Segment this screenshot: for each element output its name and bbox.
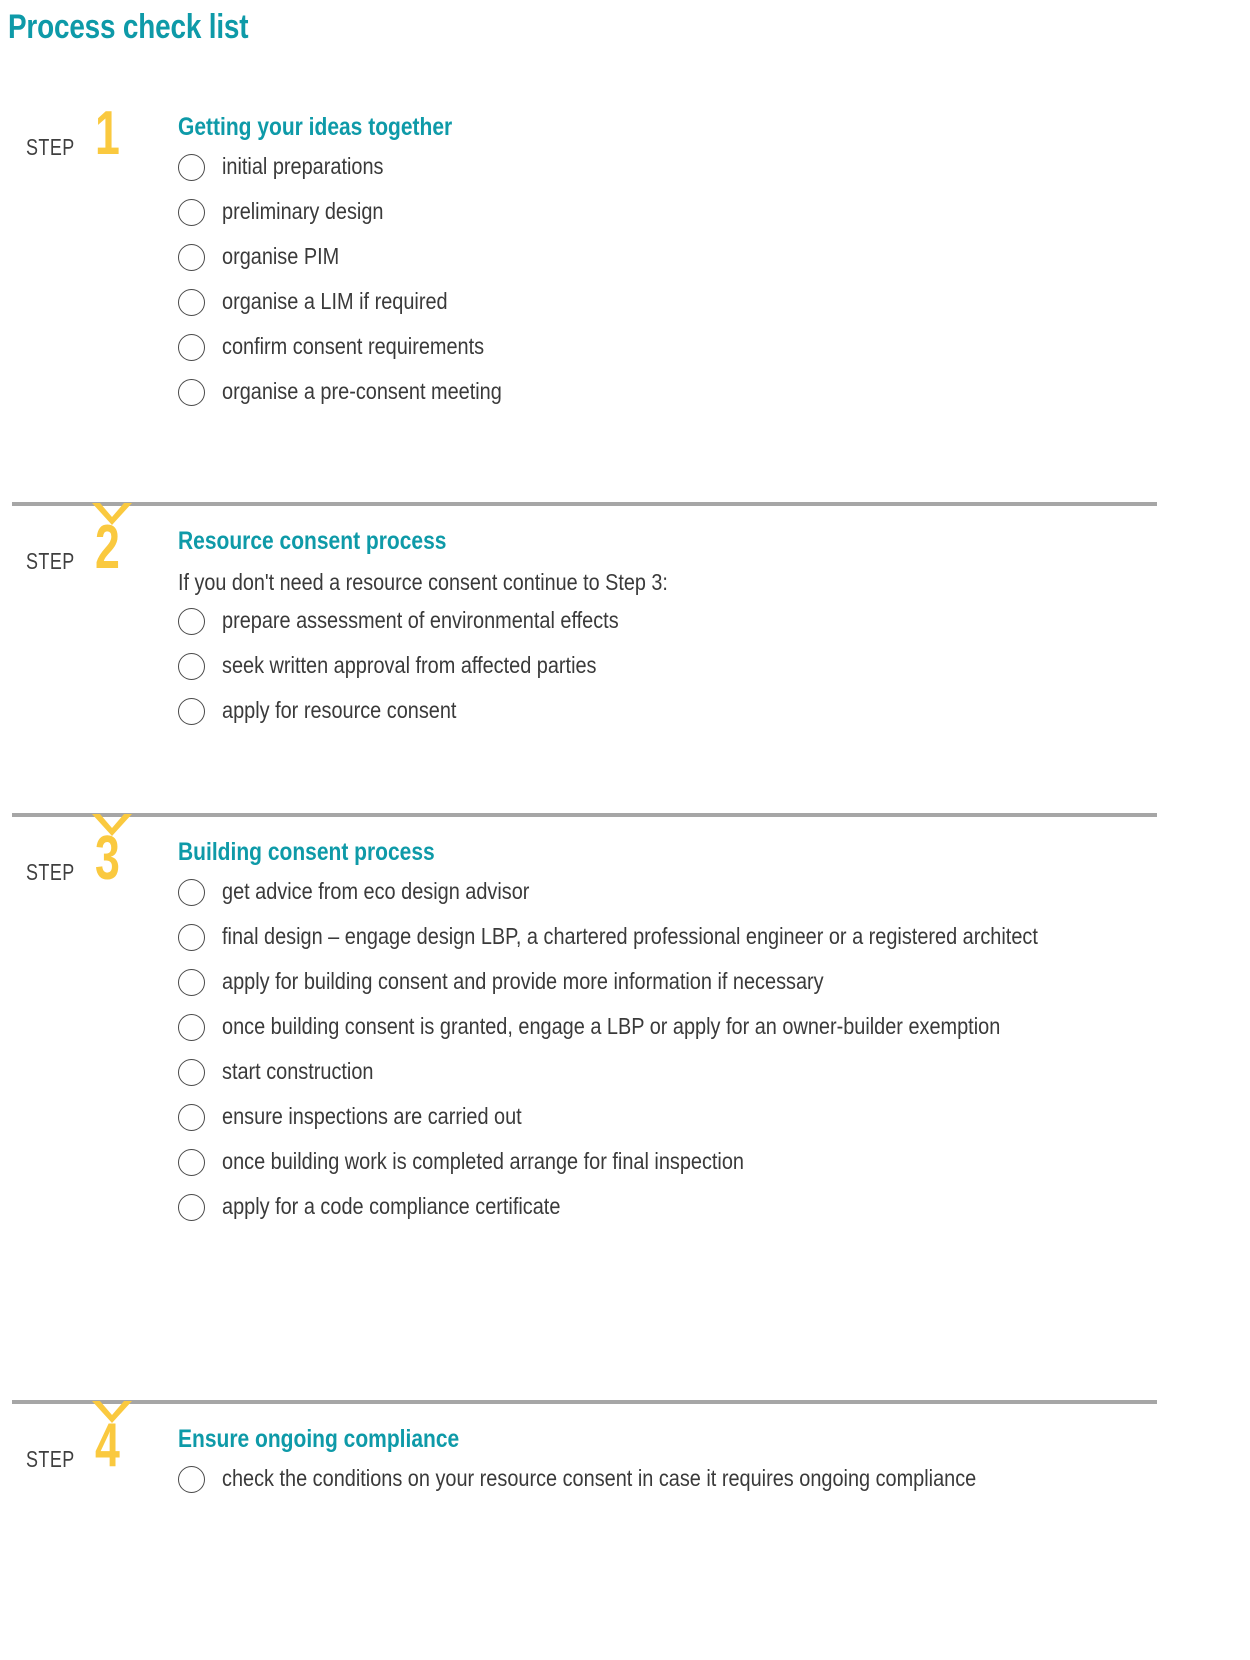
check-list-4: [178, 1460, 1200, 1497]
step-body-2: [178, 526, 1250, 737]
check-item-label: apply for building consent and provide more information if necessary: [222, 968, 824, 994]
divider-line: [12, 502, 1157, 506]
check-list-2: [178, 602, 1200, 729]
list-item[interactable]: [178, 1460, 1200, 1497]
check-item-label: check the conditions on your resource consent in case it requires ongoing compliance: [222, 1465, 977, 1491]
check-list-1: [178, 148, 1200, 410]
checkbox-circle-icon[interactable]: [178, 154, 205, 181]
checkbox-circle-icon[interactable]: [178, 199, 205, 226]
checkbox-circle-icon[interactable]: [178, 1014, 205, 1041]
check-item-label: ensure inspections are carried out: [222, 1103, 522, 1129]
list-item[interactable]: [178, 238, 1200, 275]
checkbox-circle-icon[interactable]: [178, 879, 205, 906]
check-item-label: organise a LIM if required: [222, 288, 448, 314]
checkbox-circle-icon[interactable]: [178, 969, 205, 996]
step-heading-1: Getting your ideas together: [178, 113, 453, 141]
check-list-3: [178, 873, 1200, 1225]
step-number-2: 2: [95, 513, 120, 582]
divider-line: [12, 1400, 1157, 1404]
list-item[interactable]: [178, 1143, 1200, 1180]
step-word-label-2: STEP: [26, 548, 75, 574]
checkbox-circle-icon[interactable]: [178, 289, 205, 316]
check-item-label: final design – engage design LBP, a chartered professional engineer or a registered architect: [222, 923, 1038, 949]
step-divider-2: [0, 813, 1250, 814]
step-body-4: [178, 1424, 1250, 1505]
check-item-label: preliminary design: [222, 198, 384, 224]
list-item[interactable]: [178, 373, 1200, 410]
step-word-label-3: STEP: [26, 859, 75, 885]
checkbox-circle-icon[interactable]: [178, 1466, 205, 1493]
checkbox-circle-icon[interactable]: [178, 1194, 205, 1221]
step-heading-3: Building consent process: [178, 838, 435, 866]
check-item-label: initial preparations: [222, 153, 384, 179]
list-item[interactable]: [178, 692, 1200, 729]
check-item-label: organise PIM: [222, 243, 340, 269]
checkbox-circle-icon[interactable]: [178, 1059, 205, 1086]
list-item[interactable]: [178, 602, 1200, 639]
step-section-1: [0, 99, 1250, 418]
checkbox-circle-icon[interactable]: [178, 608, 205, 635]
checkbox-circle-icon[interactable]: [178, 698, 205, 725]
list-item[interactable]: [178, 283, 1200, 320]
checkbox-circle-icon[interactable]: [178, 1104, 205, 1131]
check-item-label: seek written approval from affected parties: [222, 652, 597, 678]
step-body-3: [178, 837, 1250, 1233]
check-item-label: confirm consent requirements: [222, 333, 485, 359]
list-item[interactable]: [178, 873, 1200, 910]
check-item-label: apply for a code compliance certificate: [222, 1193, 561, 1219]
list-item[interactable]: [178, 193, 1200, 230]
list-item[interactable]: [178, 1188, 1200, 1225]
step-divider-3: [0, 1400, 1250, 1401]
checkbox-circle-icon[interactable]: [178, 924, 205, 951]
check-item-label: start construction: [222, 1058, 374, 1084]
check-item-label: once building consent is granted, engage a LBP or apply for an owner-builder exemption: [222, 1013, 1001, 1039]
step-number-1: 1: [95, 99, 120, 168]
step-note-2: If you don't need a resource consent continue to Step 3:: [178, 569, 668, 595]
check-item-label: get advice from eco design advisor: [222, 878, 530, 904]
step-number-4: 4: [95, 1411, 120, 1480]
checkbox-circle-icon[interactable]: [178, 1149, 205, 1176]
checkbox-circle-icon[interactable]: [178, 244, 205, 271]
list-item[interactable]: [178, 918, 1200, 955]
checkbox-circle-icon[interactable]: [178, 653, 205, 680]
list-item[interactable]: [178, 1053, 1200, 1090]
step-divider-1: [0, 502, 1250, 503]
divider-line: [12, 813, 1157, 817]
step-heading-4: Ensure ongoing compliance: [178, 1425, 460, 1453]
step-word-label-1: STEP: [26, 134, 75, 160]
list-item[interactable]: [178, 963, 1200, 1000]
step-heading-2: Resource consent process: [178, 527, 447, 555]
step-number-3: 3: [95, 824, 120, 893]
checkbox-circle-icon[interactable]: [178, 334, 205, 361]
page-title: Process check list: [8, 8, 249, 46]
list-item[interactable]: [178, 1098, 1200, 1135]
check-item-label: once building work is completed arrange for final inspection: [222, 1148, 744, 1174]
checkbox-circle-icon[interactable]: [178, 379, 205, 406]
list-item[interactable]: [178, 1008, 1200, 1045]
step-section-3: [0, 824, 1250, 1233]
list-item[interactable]: [178, 328, 1200, 365]
step-body-1: [178, 112, 1250, 418]
step-section-4: [0, 1411, 1250, 1505]
step-section-2: [0, 513, 1250, 737]
check-item-label: apply for resource consent: [222, 697, 457, 723]
check-item-label: organise a pre-consent meeting: [222, 378, 502, 404]
list-item[interactable]: [178, 647, 1200, 684]
list-item[interactable]: [178, 148, 1200, 185]
check-item-label: prepare assessment of environmental effects: [222, 607, 619, 633]
step-word-label-4: STEP: [26, 1446, 75, 1472]
